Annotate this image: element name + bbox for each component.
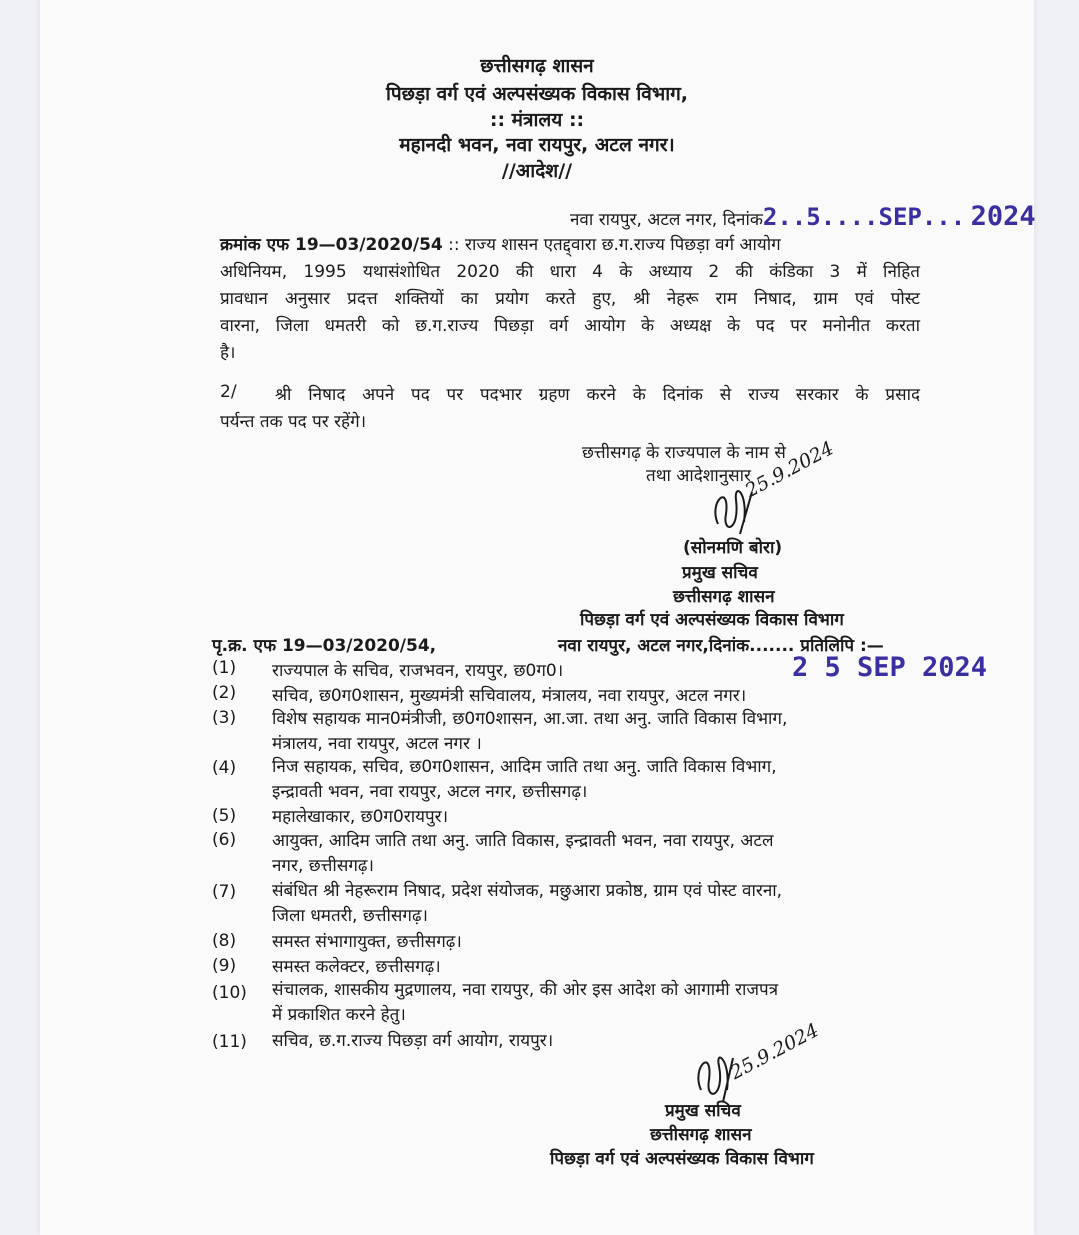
date-prefix: नवा रायपुर, अटल नगर, दिनांक bbox=[570, 210, 763, 230]
list-item-continuation: मंत्रालय, नवा रायपुर, अटल नगर । bbox=[272, 734, 482, 754]
date-line bbox=[570, 201, 1036, 232]
list-item-continuation: जिला धमतरी, छत्तीसगढ़। bbox=[272, 906, 428, 926]
copy-date-stamp: 2 5 SEP 2024 bbox=[792, 652, 988, 683]
list-item: सचिव, छ0ग0शासन, मुख्यमंत्री सचिवालय, मंत्रालय, नवा रायपुर, अटल नगर। bbox=[272, 686, 747, 706]
list-item-number: (3) bbox=[212, 708, 237, 728]
date-stamp-month: SEP... bbox=[878, 203, 966, 231]
handwritten-date-1: 25.9.2024 bbox=[741, 437, 838, 502]
order-paragraph-line-4: वारना, जिला धमतरी को छ.ग.राज्य पिछड़ा वर्ग आयोग के अध्यक्ष के पद पर मनोनीत करता bbox=[220, 316, 920, 336]
order-paragraph-line-1 bbox=[220, 232, 920, 255]
signatory2-govt: छत्तीसगढ़ शासन bbox=[650, 1125, 752, 1145]
copy-place-date: नवा रायपुर, अटल नगर,दिनांक....... प्रतिलिपि :— bbox=[558, 636, 884, 656]
order-paragraph-line-2: अधिनियम, 1995 यथासंशोधित 2020 की धारा 4 के अध्याय 2 की कंडिका 3 में निहित bbox=[220, 262, 920, 282]
signature1-order-line: तथा आदेशानुसार bbox=[646, 466, 752, 486]
handwritten-date-2: 25.9.2024 bbox=[726, 1019, 823, 1084]
list-item-number: (8) bbox=[212, 931, 237, 951]
list-item-continuation: नगर, छत्तीसगढ़। bbox=[272, 856, 374, 876]
header-govt: छत्तीसगढ़ शासन bbox=[480, 55, 594, 77]
list-item: राज्यपाल के सचिव, राजभवन, रायपुर, छ0ग0। bbox=[272, 661, 564, 681]
order-reference: क्रमांक एफ 19—03/2020/54 bbox=[220, 235, 443, 255]
list-item-number: (10) bbox=[212, 983, 247, 1003]
paragraph-2-line-1: श्री निषाद अपने पद पर पदभार ग्रहण करने के दिनांक से राज्य सरकार के प्रसाद bbox=[275, 385, 920, 405]
list-item-number: (6) bbox=[212, 830, 237, 850]
paragraph-2-line-2: पर्यन्त तक पद पर रहेंगे। bbox=[220, 412, 367, 432]
header-dept: पिछड़ा वर्ग एवं अल्पसंख्यक विकास विभाग, bbox=[385, 83, 689, 105]
list-item: आयुक्त, आदिम जाति तथा अनु. जाति विकास, इन्द्रावती भवन, नवा रायपुर, अटल bbox=[272, 831, 774, 851]
list-item: समस्त कलेक्टर, छत्तीसगढ़। bbox=[272, 957, 441, 977]
list-item: संचालक, शासकीय मुद्रणालय, नवा रायपुर, की ओर इस आदेश को आगामी राजपत्र bbox=[272, 980, 779, 1000]
list-item-number: (11) bbox=[212, 1032, 247, 1052]
signatory-dept: पिछड़ा वर्ग एवं अल्पसंख्यक विकास विभाग bbox=[580, 610, 844, 630]
signatory-designation: प्रमुख सचिव bbox=[682, 563, 758, 583]
document-page bbox=[40, 0, 1034, 1235]
list-item-number: (9) bbox=[212, 956, 237, 976]
order-paragraph-line-3: प्रावधान अनुसार प्रदत्त शक्तियों का प्रयोग करते हुए, श्री नेहरू राम निषाद, ग्राम एवं पोस्ट bbox=[220, 289, 920, 309]
signatory2-designation: प्रमुख सचिव bbox=[665, 1101, 741, 1121]
signatory2-dept: पिछड़ा वर्ग एवं अल्पसंख्यक विकास विभाग bbox=[550, 1149, 814, 1169]
copy-reference: पृ.क्र. एफ 19—03/2020/54, bbox=[212, 636, 437, 656]
list-item: विशेष सहायक मान0मंत्रीजी, छ0ग0शासन, आ.जा. तथा अनु. जाति विकास विभाग, bbox=[272, 709, 788, 729]
list-item: महालेखाकार, छ0ग0रायपुर। bbox=[272, 807, 449, 827]
list-item-number: (4) bbox=[212, 758, 237, 778]
paragraph-2-number: 2/ bbox=[220, 382, 237, 402]
list-item: निज सहायक, सचिव, छ0ग0शासन, आदिम जाति तथा अनु. जाति विकास विभाग, bbox=[272, 757, 777, 777]
list-item-number: (7) bbox=[212, 882, 237, 902]
list-item-number: (5) bbox=[212, 806, 237, 826]
signatory-govt: छत्तीसगढ़ शासन bbox=[673, 587, 775, 607]
list-item-continuation: इन्द्रावती भवन, नवा रायपुर, अटल नगर, छत्तीसगढ़। bbox=[272, 782, 588, 802]
list-item-number: (2) bbox=[212, 683, 237, 703]
header-order-title: //आदेश// bbox=[501, 160, 573, 182]
signature1-authority-line: छत्तीसगढ़ के राज्यपाल के नाम से bbox=[582, 443, 786, 463]
header-ministry: :: मंत्रालय :: bbox=[489, 109, 585, 131]
order-paragraph-line-5: है। bbox=[220, 343, 236, 363]
signatory-name: (सोनमणि बोरा) bbox=[683, 538, 783, 558]
order-text: :: राज्य शासन एतद्द्वारा छ.ग.राज्य पिछड़ा वर्ग आयोग bbox=[448, 235, 781, 255]
date-stamp-day: 2..5.... bbox=[762, 203, 879, 231]
list-item-number: (1) bbox=[212, 658, 237, 678]
header-address: महानदी भवन, नवा रायपुर, अटल नगर। bbox=[399, 134, 675, 156]
list-item-continuation: में प्रकाशित करने हेतु। bbox=[272, 1005, 406, 1025]
list-item: संबंधित श्री नेहरूराम निषाद, प्रदेश संयोजक, मछुआरा प्रकोष्ठ, ग्राम एवं पोस्ट वारना, bbox=[272, 881, 783, 901]
date-stamp-year: 2024 bbox=[970, 201, 1036, 232]
list-item: समस्त संभागायुक्त, छत्तीसगढ़। bbox=[272, 932, 462, 952]
list-item: सचिव, छ.ग.राज्य पिछड़ा वर्ग आयोग, रायपुर। bbox=[272, 1031, 554, 1051]
